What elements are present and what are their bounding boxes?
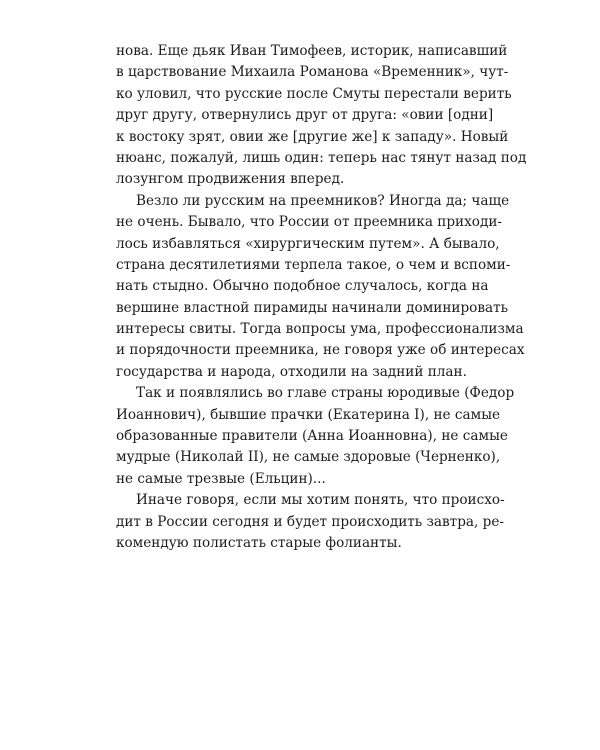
text-line: страна десятилетиями терпела такое, о чем и вспоми- [116,256,511,273]
text-line: вершине властной пирамиды начинали доминировать [116,299,509,316]
text-line: друг другу, отвернулись друг от друга: «овии [одни] [116,107,494,124]
text-line: образованные правители (Анна Иоанновна), не самые [116,428,508,445]
text-line: не самые трезвые (Ельцин)... [116,470,326,487]
text-line: интересы свиты. Тогда вопросы ума, профессионализма [116,321,524,338]
text-line: лозунгом продвижения вперед. [116,171,345,188]
text-line: нюанс, пожалуй, лишь один: теперь нас тянут назад под [116,149,527,166]
text-line: ко уловил, что русские после Смуты перестали верить [116,85,512,102]
text-line: комендую полистать старые фолианты. [116,534,402,551]
body-text [116,41,527,554]
text-line: Везло ли русским на преемников? Иногда да; чаще [136,192,510,209]
text-line: не очень. Бывало, что России от преемника приходи- [116,214,502,231]
text-line: нова. Еще дьяк Иван Тимофеев, историк, написавший [116,43,508,59]
text-line: Иначе говоря, если мы хотим понять, что происхо- [136,492,505,509]
paragraph-1 [116,41,527,191]
text-line: лось избавляться «хирургическим путем». А бывало, [116,235,500,252]
text-line: Так и появлялись во главе страны юродивые (Федор [136,385,515,402]
text-line: государства и народа, отходили на задний план. [116,363,467,380]
text-line: мудрые (Николай II), не самые здоровые (Черненко), [116,449,501,466]
text-line: Иоаннович), бывшие прачки (Екатерина I), не самые [116,406,501,423]
paragraph-4 [116,490,505,554]
text-line: нать стыдно. Обычно подобное случалось, когда на [116,278,489,295]
paragraph-2 [116,191,525,384]
text-line: в царствование Михаила Романова «Временник», чут- [116,64,509,81]
text-line: дит в России сегодня и будет происходить завтра, ре- [116,513,504,530]
text-line: и порядочности преемника, не говоря уже об интересах [116,342,525,359]
text-line: к востоку зрят, овии же [другие же] к западу». Новый [116,128,509,145]
paragraph-3 [116,383,515,490]
